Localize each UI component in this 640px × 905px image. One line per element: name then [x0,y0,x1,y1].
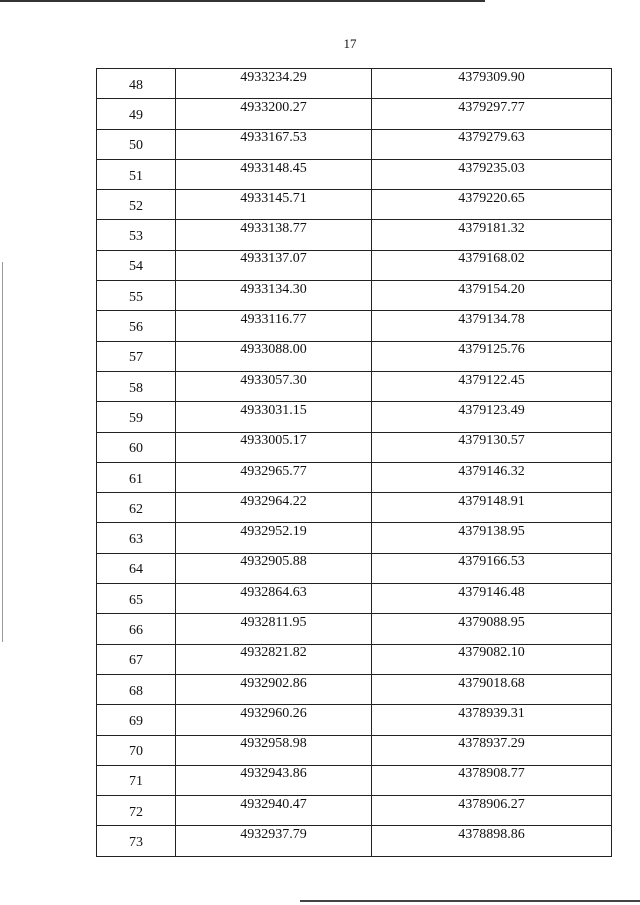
point-number-cell [97,523,176,553]
table-row [97,281,612,311]
table-row [97,826,612,856]
table-row [97,69,612,99]
table-row [97,129,612,159]
point-number: 50 [129,138,143,154]
point-number-cell [97,281,176,311]
table-row [97,765,612,795]
point-number: 65 [129,592,143,608]
point-number: 67 [129,653,143,669]
point-number-cell [97,765,176,795]
x-coordinate: 4933200.27 [240,99,307,115]
y-coordinate: 4378939.31 [458,705,525,721]
point-number-cell [97,402,176,432]
point-number: 60 [129,441,143,457]
x-coordinate: 4933145.71 [240,190,307,206]
point-number-cell [97,69,176,99]
point-number: 63 [129,532,143,548]
point-number: 69 [129,713,143,729]
y-coordinate: 4379166.53 [458,554,525,570]
point-number: 48 [129,77,143,93]
x-coordinate-cell [176,402,372,432]
y-coordinate: 4379088.95 [458,614,525,630]
y-coordinate: 4379123.49 [458,402,525,418]
point-number-cell [97,159,176,189]
x-coordinate-cell [176,705,372,735]
y-coordinate-cell [372,432,612,462]
x-coordinate-cell [176,614,372,644]
y-coordinate: 4378908.77 [458,766,525,782]
table-row [97,311,612,341]
x-coordinate-cell [176,341,372,371]
x-coordinate: 4932902.86 [240,675,307,691]
y-coordinate-cell [372,99,612,129]
x-coordinate: 4932821.82 [240,645,307,661]
y-coordinate-cell [372,402,612,432]
table-row [97,159,612,189]
y-coordinate-cell [372,341,612,371]
x-coordinate-cell [176,765,372,795]
y-coordinate: 4379297.77 [458,99,525,115]
point-number-cell [97,311,176,341]
x-coordinate: 4933148.45 [240,160,307,176]
point-number-cell [97,614,176,644]
y-coordinate: 4378906.27 [458,796,525,812]
y-coordinate-cell [372,735,612,765]
x-coordinate: 4932960.26 [240,705,307,721]
point-number-cell [97,796,176,826]
point-number-cell [97,341,176,371]
x-coordinate: 4933137.07 [240,251,307,267]
point-number: 72 [129,804,143,820]
y-coordinate-cell [372,705,612,735]
table-row [97,432,612,462]
point-number: 55 [129,289,143,305]
x-coordinate-cell [176,129,372,159]
point-number-cell [97,99,176,129]
bottom-rule [300,900,640,902]
x-coordinate: 4932965.77 [240,463,307,479]
x-coordinate: 4933005.17 [240,433,307,449]
x-coordinate-cell [176,250,372,280]
x-coordinate: 4933088.00 [240,342,307,358]
x-coordinate-cell [176,735,372,765]
x-coordinate-cell [176,99,372,129]
point-number: 71 [129,774,143,790]
y-coordinate-cell [372,584,612,614]
x-coordinate: 4932943.86 [240,766,307,782]
x-coordinate-cell [176,674,372,704]
y-coordinate: 4378937.29 [458,736,525,752]
x-coordinate: 4933116.77 [240,312,307,328]
x-coordinate: 4932864.63 [240,584,307,600]
point-number: 73 [129,835,143,851]
x-coordinate-cell [176,493,372,523]
point-number-cell [97,826,176,856]
point-number-cell [97,129,176,159]
y-coordinate-cell [372,826,612,856]
point-number: 64 [129,562,143,578]
x-coordinate: 4933057.30 [240,372,307,388]
x-coordinate-cell [176,644,372,674]
x-coordinate-cell [176,190,372,220]
point-number: 51 [129,168,143,184]
point-number: 52 [129,198,143,214]
y-coordinate: 4379220.65 [458,190,525,206]
x-coordinate: 4932940.47 [240,796,307,812]
y-coordinate: 4378898.86 [458,827,525,843]
point-number: 66 [129,622,143,638]
y-coordinate-cell [372,159,612,189]
y-coordinate-cell [372,69,612,99]
y-coordinate: 4379154.20 [458,281,525,297]
y-coordinate: 4379146.48 [458,584,525,600]
y-coordinate-cell [372,553,612,583]
x-coordinate-cell [176,432,372,462]
point-number-cell [97,644,176,674]
x-coordinate-cell [176,826,372,856]
y-coordinate: 4379309.90 [458,69,525,85]
page-number: 17 [343,36,357,51]
scan-edge-line [2,262,3,642]
table-row [97,220,612,250]
table-row [97,99,612,129]
y-coordinate-cell [372,190,612,220]
point-number: 49 [129,107,143,123]
x-coordinate-cell [176,523,372,553]
x-coordinate-cell [176,220,372,250]
y-coordinate: 4379130.57 [458,433,525,449]
point-number: 61 [129,471,143,487]
point-number: 59 [129,410,143,426]
y-coordinate: 4379122.45 [458,372,525,388]
coordinates-table-body [97,69,612,857]
y-coordinate-cell [372,614,612,644]
point-number-cell [97,250,176,280]
table-row [97,614,612,644]
y-coordinate-cell [372,371,612,401]
point-number: 53 [129,229,143,245]
x-coordinate: 4933031.15 [240,402,307,418]
point-number: 70 [129,744,143,760]
x-coordinate: 4932937.79 [240,827,307,843]
x-coordinate: 4933134.30 [240,281,307,297]
x-coordinate-cell [176,371,372,401]
x-coordinate: 4933234.29 [240,69,307,85]
top-rule [0,0,485,2]
table-row [97,674,612,704]
x-coordinate-cell [176,462,372,492]
point-number: 62 [129,501,143,517]
point-number-cell [97,553,176,583]
point-number-cell [97,674,176,704]
x-coordinate: 4932905.88 [240,554,307,570]
x-coordinate-cell [176,584,372,614]
table-row [97,553,612,583]
x-coordinate-cell [176,796,372,826]
y-coordinate-cell [372,523,612,553]
coordinates-table [96,68,612,857]
point-number-cell [97,371,176,401]
point-number-cell [97,493,176,523]
x-coordinate-cell [176,311,372,341]
point-number-cell [97,705,176,735]
table-row [97,402,612,432]
y-coordinate: 4379181.32 [458,221,525,237]
y-coordinate: 4379279.63 [458,130,525,146]
y-coordinate-cell [372,281,612,311]
y-coordinate: 4379148.91 [458,493,525,509]
x-coordinate-cell [176,69,372,99]
x-coordinate-cell [176,281,372,311]
table-row [97,462,612,492]
point-number: 56 [129,320,143,336]
point-number: 68 [129,683,143,699]
table-row [97,523,612,553]
y-coordinate: 4379018.68 [458,675,525,691]
table-row [97,190,612,220]
x-coordinate-cell [176,159,372,189]
y-coordinate-cell [372,129,612,159]
y-coordinate-cell [372,796,612,826]
y-coordinate: 4379125.76 [458,342,525,358]
y-coordinate: 4379168.02 [458,251,525,267]
x-coordinate: 4932958.98 [240,736,307,752]
y-coordinate-cell [372,644,612,674]
table-row [97,705,612,735]
point-number-cell [97,432,176,462]
point-number-cell [97,584,176,614]
point-number: 58 [129,380,143,396]
table-row [97,644,612,674]
point-number-cell [97,735,176,765]
y-coordinate-cell [372,220,612,250]
table-row [97,250,612,280]
table-row [97,735,612,765]
y-coordinate-cell [372,674,612,704]
y-coordinate: 4379138.95 [458,524,525,540]
x-coordinate: 4933167.53 [240,130,307,146]
y-coordinate-cell [372,462,612,492]
table-row [97,584,612,614]
y-coordinate-cell [372,311,612,341]
y-coordinate: 4379134.78 [458,312,525,328]
y-coordinate-cell [372,493,612,523]
y-coordinate: 4379146.32 [458,463,525,479]
x-coordinate: 4932964.22 [240,493,307,509]
y-coordinate: 4379082.10 [458,645,525,661]
x-coordinate: 4932952.19 [240,524,307,540]
x-coordinate: 4933138.77 [240,221,307,237]
x-coordinate-cell [176,553,372,583]
point-number: 57 [129,350,143,366]
point-number-cell [97,462,176,492]
point-number: 54 [129,259,143,275]
x-coordinate: 4932811.95 [240,614,307,630]
point-number-cell [97,190,176,220]
table-row [97,371,612,401]
y-coordinate-cell [372,765,612,795]
table-row [97,341,612,371]
point-number-cell [97,220,176,250]
table-row [97,796,612,826]
table-row [97,493,612,523]
y-coordinate: 4379235.03 [458,160,525,176]
y-coordinate-cell [372,250,612,280]
